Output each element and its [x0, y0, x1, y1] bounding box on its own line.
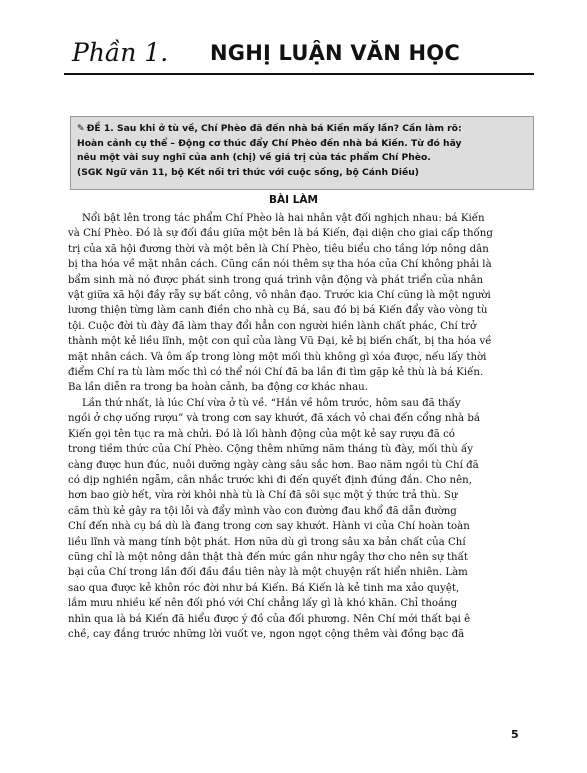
question-line-3: nêu một vài suy nghĩ của anh (chị) về giá trị của tác phẩm Chí Phèo. — [77, 152, 431, 164]
body-line: bẩm sinh mà nó được phát sinh trong quá trình vận động và phát triển của nhân — [68, 274, 484, 286]
body-line: hơn bao giờ hết, vừa rời khỏi nhà tù là Chí đã sôi sục một ý thức trả thù. Sự — [68, 490, 458, 502]
question-text — [77, 122, 529, 180]
body-line: trong tiềm thức của Chí Phèo. Cộng thêm những năm tháng tù đày, mối thù ấy — [68, 444, 474, 456]
body-line: ngồi ở chợ uống rượu” và trong cơn say khướt, đã xách vỏ chai đến cổng nhà bá — [68, 413, 480, 425]
page-header — [64, 34, 534, 74]
essay-body — [68, 211, 534, 642]
body-line: chề, cay đắng trước những lời vuốt ve, ngon ngọt cộng thêm vài đồng bạc đã — [68, 628, 465, 640]
body-line: càng được hun đúc, nuôi dưỡng ngày càng sâu sắc hơn. Bao năm ngồi tù Chí đã — [68, 459, 479, 471]
question-box — [70, 116, 534, 190]
body-line: nhìn qua là bá Kiến đã hiểu được ý đồ của đối phương. Nên Chí mới thất bại ê — [68, 613, 471, 625]
body-line: tội. Cuộc đời tù đày đã làm thay đổi hẳn con người hiền lành chất phác, Chí trở — [68, 320, 477, 332]
body-line: bị tha hóa về mặt nhân cách. Cũng cần nói thêm sự tha hóa của Chí không phải là — [68, 259, 492, 271]
body-line: Chí đến nhà cụ bá dù là đang trong cơn say khướt. Hành vi của Chí hoàn toàn — [68, 521, 470, 533]
question-line-1: ✎ ĐỀ 1. Sau khi ở tù về, Chí Phèo đã đến nhà bá Kiến mấy lần? Cần làm rõ: — [77, 123, 462, 134]
header-rule — [64, 73, 534, 75]
body-line: cũng chỉ là một nông dân thật thà đến mức gần như ngây thơ cho nên sự thất — [68, 551, 468, 563]
body-line: có dịp nghiền ngẫm, cân nhắc trước khi đi đến quyết định đúng đắn. Cho nên, — [68, 474, 472, 486]
body-line: Kiến gọi tên tục ra mà chửi. Đó là lối hành động của một kẻ say rượu đã có — [68, 428, 455, 440]
body-line: trị của xã hội đương thời và một bên là Chí Phèo, tiêu biểu cho tầng lớp nông dân — [68, 243, 489, 255]
body-line: bại của Chí trong lần đối đầu đầu tiên này là một chuyện rất hiển nhiên. Làm — [68, 567, 468, 579]
body-line: lương thiện từng làm canh điền cho nhà cụ Bá, sau đó bị bá Kiến đẩy vào vòng tù — [68, 305, 488, 317]
body-line: lắm mưu nhiều kế nên đối phó với Chí chẳng lấy gì là khó khăn. Chỉ thoáng — [68, 598, 458, 610]
body-line: điểm Chí ra tù làm mốc thì có thể nói Chí đã ba lần đi tìm gặp kẻ thù là bá Kiến. — [68, 367, 484, 379]
body-line: sao qua được kẻ khôn róc đời như bá Kiến. Bá Kiến là kẻ tinh ma xảo quyệt, — [68, 582, 460, 594]
body-line: Nổi bật lên trong tác phẩm Chí Phèo là hai nhân vật đối nghịch nhau: bá Kiến — [82, 213, 485, 224]
pencil-icon: ✎ — [77, 123, 85, 134]
body-line: Lần thứ nhất, là lúc Chí vừa ở tù về. “Hắn về hôm trước, hôm sau đã thấy — [82, 397, 461, 409]
question-line-4: (SGK Ngữ văn 11, bộ Kết nối tri thức với cuộc sống, bộ Cánh Diều) — [77, 166, 419, 178]
body-line: mặt nhân cách. Và ôm ấp trong lòng một mối thù không gì xóa được, nếu lấy thời — [68, 351, 487, 363]
body-line: thành một kẻ liều lĩnh, một con quỉ của làng Vũ Đại, kẻ bị biến chất, bị tha hóa về — [68, 336, 492, 348]
body-line: căm thù kẻ gây ra tội lỗi và đẩy mình vào con đường đau khổ đã dẫn đường — [68, 505, 457, 517]
body-line: Ba lần diễn ra trong ba hoàn cảnh, ba động cơ khác nhau. — [68, 382, 368, 394]
part-label: Phần 1. — [72, 38, 169, 67]
body-line: vật giữa xã hội đầy rẫy sự bất công, vô nhân đạo. Trước kia Chí cũng là một người — [68, 290, 491, 302]
chapter-title: NGHỊ LUẬN VĂN HỌC — [210, 41, 460, 65]
question-line-2: Hoàn cảnh cụ thể – Động cơ thúc đẩy Chí Phèo đến nhà bá Kiến. Từ đó hãy — [77, 137, 462, 149]
page-number: 5 — [511, 728, 519, 741]
answer-heading: BÀI LÀM — [269, 194, 318, 206]
body-line: liều lĩnh và mang tính bột phát. Hơn nữa dù gì trong sâu xa bản chất của Chí — [68, 536, 466, 548]
body-line: và Chí Phèo. Đó là sự đối đầu giữa một bên là bá Kiến, đại diện cho giai cấp thống — [68, 228, 493, 240]
